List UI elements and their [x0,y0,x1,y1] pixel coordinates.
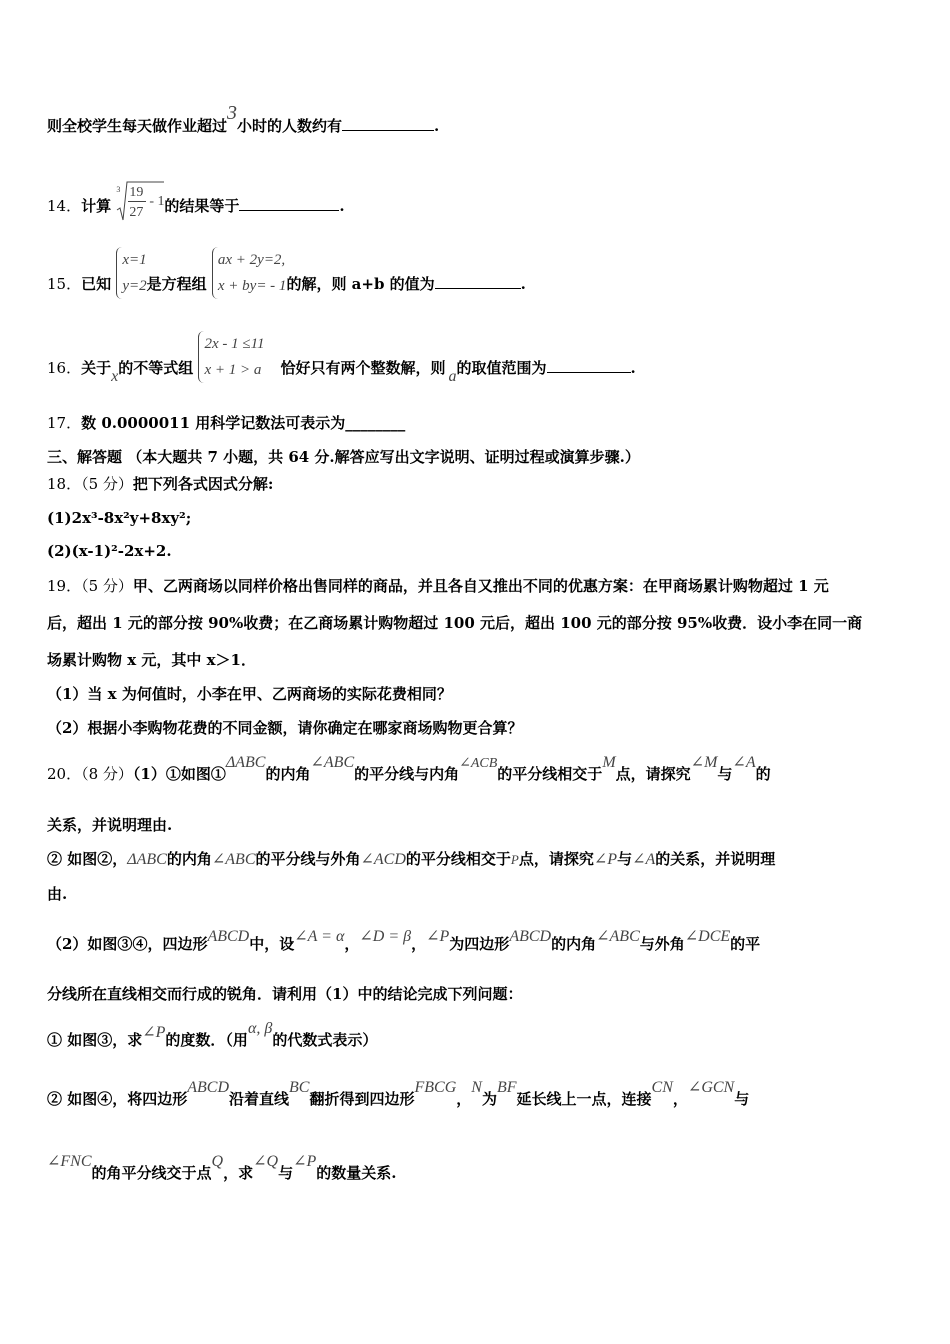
text: （2）根据小李购物花费的不同金额，请你确定在哪家商场购物更合算？ [47,719,523,737]
text: 小时的人数约有 [237,117,343,135]
math: ∠ABC [596,928,640,945]
text: 由. [47,885,68,903]
math: ∠ABC [211,851,256,868]
text: 的结果等于 [164,197,240,215]
text: ， [672,1090,688,1108]
q18-line [47,474,273,494]
minus-one: - 1 [149,194,165,209]
inequality-system [198,331,264,383]
math: P [510,852,519,867]
system-line: 2x - 1 ≤11 [204,336,265,352]
text: 的平分线相交于 [405,850,511,868]
math: ∠DCE [684,928,731,945]
text: ，求 [223,1164,254,1182]
question-number: 18． [47,475,82,493]
system-line: x + by= - 1 [217,278,287,294]
math: ∠P [426,928,450,945]
text: 的内角 [551,935,597,953]
math: ABCD [509,928,552,945]
text: 与 [717,765,733,783]
expression: (2)(x-1)²-2x+2. [47,542,172,560]
text: ， [411,935,427,953]
math: ABCD [207,928,250,945]
q20-line7 [47,1020,378,1051]
answer-blank[interactable]: ________ [345,414,406,432]
text: 计算 [81,197,112,215]
score: （8 分） [81,765,133,783]
text: 关系，并说明理由. [47,816,173,834]
q15-line [47,252,526,299]
math: FBCG [414,1079,457,1096]
text: （1）①如图① [132,765,226,783]
q20-line9 [47,1153,397,1184]
text: 的数量关系. [316,1164,397,1182]
cube-root-expression [116,180,164,222]
fraction-bar [128,201,146,202]
math: N [471,1079,482,1096]
answer-blank[interactable] [547,358,631,373]
question-number: 20． [47,765,82,783]
text: 的 [755,765,771,783]
fraction-numerator: 19 [129,185,144,200]
math: ∠P [293,1153,317,1170]
text: 的平分线与内角 [354,765,460,783]
text: ② 如图④，将四边形 [47,1090,188,1108]
text: 是方程组 [146,275,207,293]
math-x: x [111,368,119,385]
period: . [339,197,345,215]
equation-system [212,247,287,299]
math: BF [496,1079,517,1096]
text: 沿着直线 [229,1090,290,1108]
math: ∠A [632,851,656,868]
question-number: 14． [47,197,82,215]
text: ， [344,935,360,953]
answer-blank[interactable] [342,116,434,131]
math: ∠D = β [359,928,412,945]
text: 翻折得到四边形 [309,1090,415,1108]
math: BC [289,1079,310,1096]
text: 的角平分线交于点 [91,1164,212,1182]
text: 为四边形 [449,935,510,953]
q14-line [47,186,345,228]
answer-blank[interactable] [239,196,339,211]
q20-line1 [47,754,771,786]
text: 与 [617,850,633,868]
q13-tail-line [47,102,440,136]
fraction-denominator: 27 [129,205,144,220]
question-number: 19． [47,577,82,595]
q20-line5 [47,928,761,955]
math: ∠ACD [360,851,406,868]
q19-line2 [47,613,862,633]
math: ∠P [142,1024,166,1041]
score: （5 分） [81,577,133,595]
math-a: a [448,368,457,385]
system-line: x=1 [122,252,147,268]
system-line: ax + 2y=2, [217,252,286,268]
math: ∠P [593,851,618,868]
text: 的取值范围为 [456,359,547,377]
q18-part2 [47,541,172,561]
math: ABCD [187,1079,230,1096]
text: 的平分线相交于 [497,765,603,783]
text: 的平分线与外角 [255,850,361,868]
text: 的内角 [265,765,311,783]
q20-line6 [47,984,522,1004]
period: . [434,117,440,135]
text: 的关系，并说明理 [655,850,776,868]
q20-line2 [47,815,172,835]
text: 则全校学生每天做作业超过 [47,117,228,135]
period: . [630,359,636,377]
text: 把下列各式因式分解: [132,475,274,493]
math: ∠FNC [47,1153,92,1170]
text: 为 [481,1090,497,1108]
q19-line1 [47,576,829,596]
q17-line [47,413,405,433]
text: 后，超出 1 元的部分按 90%收费；在乙商场累计购物超过 100 元后，超出 100 元的部分按 95%收费．设小李在同一商 [47,614,863,632]
text: （1）当 x 为何值时，小李在甲、乙两商场的实际花费相同？ [47,685,452,703]
math: ∠GCN [687,1079,735,1096]
text: 分线所在直线相交而行成的锐角．请利用（1）中的结论完成下列问题： [47,985,523,1003]
text: 数 0.0000011 用科学记数法可表示为 [81,414,346,432]
text: 场累计购物 x 元，其中 x＞1． [47,651,256,669]
math: ΔABC [225,754,266,771]
q16-line [47,336,636,385]
text: 的不等式组 [118,359,194,377]
text: 甲、乙两商场以同样价格出售同样的商品，并且各自又推出不同的优惠方案：在甲商场累计购物超过 1 元 [132,577,829,595]
math: ∠A = α [294,928,345,945]
text: 延长线上一点，连接 [516,1090,652,1108]
math: ∠ABC [310,754,355,771]
math-3: 3 [227,102,238,124]
q18-part1 [47,508,191,528]
expression: (1)2x³-8x²y+8xy²; [47,509,192,527]
text: 已知 [81,275,112,293]
text: 点，请探究 [615,765,691,783]
text: 恰好只有两个整数解，则 [280,359,446,377]
score: （5 分） [81,475,133,493]
period: . [520,275,526,293]
math: Q [211,1153,224,1170]
text: 与 [278,1164,294,1182]
system-line: x + 1 > a [204,362,262,378]
text: 的内角 [166,850,212,868]
text: 的解，则 a+b 的值为 [286,275,435,293]
math: ∠A [732,754,756,771]
text: ① 如图③，求 [47,1031,143,1049]
q19-sub2 [47,718,522,738]
text: ② 如图②， [47,850,128,868]
math: CN [651,1079,673,1096]
text: 与 [734,1090,750,1108]
text: 与外角 [639,935,685,953]
math: ΔABC [127,851,167,868]
math: α, β [247,1020,273,1037]
q19-line3 [47,650,256,670]
text: 点，请探究 [518,850,594,868]
question-number: 15． [47,275,82,293]
q20-line3 [47,849,775,870]
question-number: 17． [47,414,82,432]
question-number: 16． [47,359,82,377]
math: ∠M [690,754,718,771]
text: 中，设 [249,935,295,953]
text: 的度数．（用 [165,1031,248,1049]
math: ∠ACB [459,756,498,771]
section-title: 三、解答题 （本大题共 7 小题，共 64 分.解答应写出文字说明、证明过程或演算步骤.） [47,448,640,466]
root-index: 3 [116,185,121,194]
system-line: y=2 [122,278,147,294]
text: 的平 [730,935,761,953]
math: ∠Q [253,1153,279,1170]
math: M [602,754,616,771]
q20-line4 [47,884,67,904]
text: 的代数式表示） [272,1031,378,1049]
solution-system [116,247,146,299]
text: （2）如图③④，四边形 [47,935,208,953]
q19-sub1 [47,684,452,704]
text: ， [456,1090,472,1108]
text: 关于 [81,359,112,377]
section-heading [47,447,640,467]
q20-line8 [47,1079,750,1110]
answer-blank[interactable] [435,274,521,289]
